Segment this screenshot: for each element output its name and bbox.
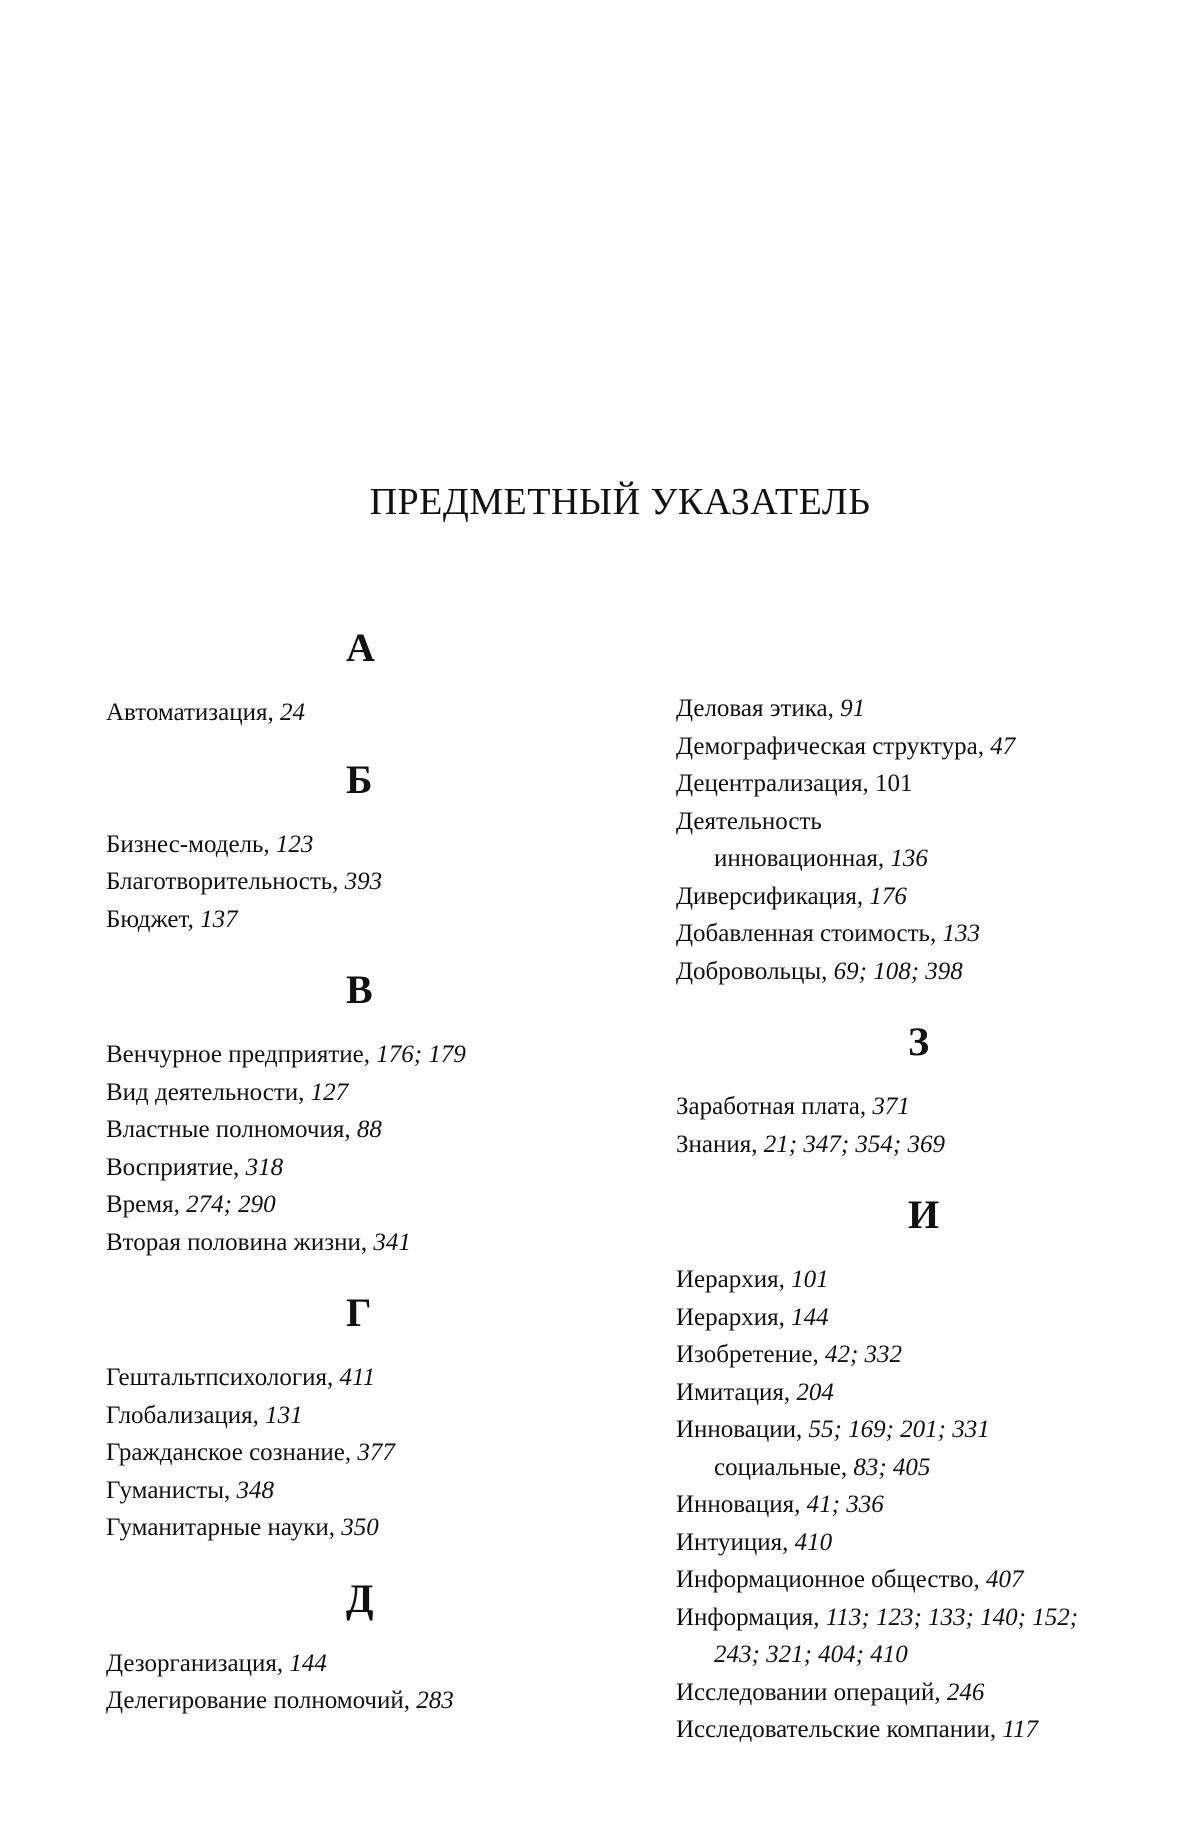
index-entry: Деловая этика, 91 (676, 695, 866, 722)
index-entry: Заработная плата, 371 (676, 1093, 910, 1120)
index-entry: Бюджет, 137 (106, 905, 238, 933)
index-entry: Диверсификация, 176 (676, 882, 907, 910)
page-title: ПРЕДМЕТНЫЙ УКАЗАТЕЛЬ (369, 481, 871, 524)
index-entry: Вид деятельности, 127 (106, 1078, 349, 1106)
index-entry: Благотворительность, 393 (106, 868, 383, 895)
index-entry: Время, 274; 290 (106, 1191, 276, 1218)
index-entry: Венчурное предприятие, 176; 179 (106, 1041, 466, 1068)
index-entry: Автоматизация, 24 (106, 699, 305, 726)
index-subentry: социальные, 83; 405 (714, 1453, 931, 1481)
index-entry: Глобализация, 131 (106, 1401, 303, 1429)
index-entry: Инновация, 41; 336 (676, 1491, 884, 1518)
section-letter-z: З (908, 1019, 930, 1064)
index-entry: Децентрализация, 101 (676, 770, 913, 797)
section-letter-g: Г (346, 1290, 372, 1335)
index-entry: Исследовательские компании, 117 (676, 1716, 1038, 1743)
index-entry: Информация, 113; 123; 133; 140; 152; (676, 1603, 1079, 1631)
index-entry: Гражданское сознание, 377 (106, 1439, 395, 1466)
index-entry: Знания, 21; 347; 354; 369 (676, 1130, 945, 1158)
index-entry: Дезорганизация, 144 (106, 1649, 327, 1677)
index-entry: Восприятие, 318 (106, 1153, 284, 1181)
index-entry: Иерархия, 144 (676, 1303, 829, 1331)
section-letter-d: Д (346, 1575, 374, 1621)
index-entry: Интуиция, 410 (676, 1528, 833, 1556)
index-entry: Властные полномочия, 88 (106, 1116, 382, 1143)
index-column-right (676, 690, 1176, 1749)
index-column-left (106, 618, 626, 1720)
section-letter-b: Б (346, 756, 373, 802)
index-entry-continuation: 243; 321; 404; 410 (714, 1641, 908, 1668)
section-letter-v: В (346, 967, 373, 1012)
section-letter-a: А (346, 625, 375, 670)
index-subentry: инновационная, 136 (714, 845, 928, 872)
index-entry: Инновации, 55; 169; 201; 331 (676, 1416, 990, 1443)
index-entry: Изобретение, 42; 332 (676, 1341, 903, 1368)
index-entry: Добровольцы, 69; 108; 398 (676, 957, 963, 985)
index-entry: Информационное общество, 407 (676, 1566, 1024, 1593)
index-entry: Гуманитарные науки, 350 (106, 1514, 379, 1541)
index-entry: Демографическая структура, 47 (676, 732, 1016, 760)
index-entry: Гуманисты, 348 (106, 1476, 274, 1504)
index-entry: Вторая половина жизни, 341 (106, 1228, 411, 1256)
index-entry: Гештальтпсихология, 411 (106, 1364, 376, 1391)
index-entry: Исследовании операций, 246 (676, 1678, 985, 1706)
index-entry: Имитация, 204 (676, 1378, 834, 1406)
index-entry: Добавленная стоимость, 133 (676, 920, 980, 947)
index-entry: Делегирование полномочий, 283 (106, 1687, 454, 1714)
index-entry: Иерархия, 101 (676, 1266, 829, 1293)
section-letter-i: И (908, 1192, 940, 1237)
index-entry: Деятельность (676, 807, 822, 835)
index-entry: Бизнес-модель, 123 (106, 830, 314, 858)
